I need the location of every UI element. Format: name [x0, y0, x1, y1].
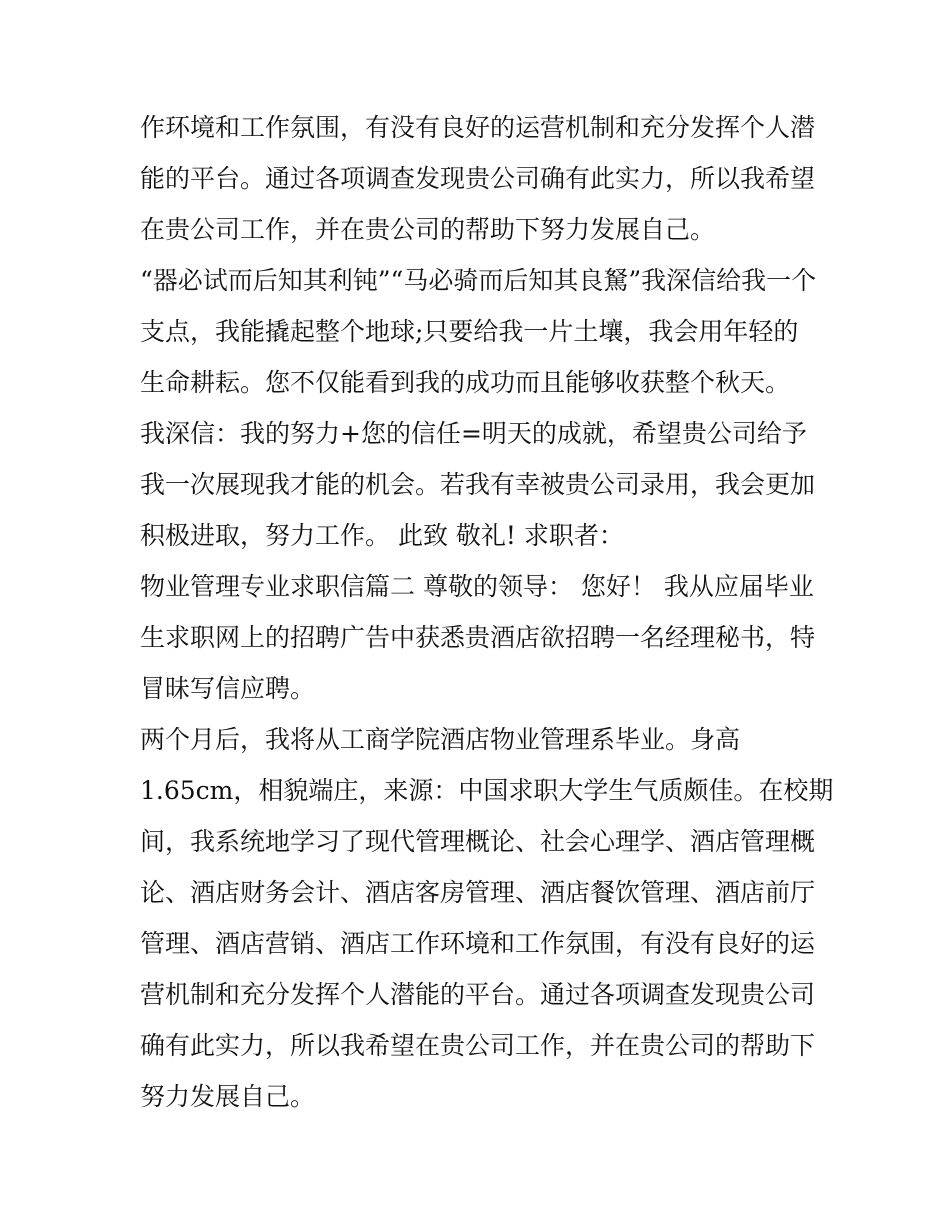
- text-line: 间，我系统地学习了现代管理概论、社会心理学、酒店管理概: [140, 827, 816, 856]
- text-line: 管理、酒店营销、酒店工作环境和工作氛围，有没有良好的运: [140, 929, 816, 958]
- text-line: 努力发展自己。: [140, 1082, 316, 1111]
- text-line: 生命耕耘。您不仅能看到我的成功而且能够收获整个秋天。: [140, 368, 791, 397]
- text-line: 1.65cm，相貌端庄，来源：中国求职大学生气质颇佳。在校期: [140, 776, 834, 805]
- text-line: 能的平台。通过各项调查发现贵公司确有此实力，所以我希望: [140, 164, 816, 193]
- text-line: 营机制和充分发挥个人潜能的平台。通过各项调查发现贵公司: [140, 980, 816, 1009]
- text-line: 物业管理专业求职信篇二 尊敬的领导： 您好！ 我从应届毕业: [140, 572, 814, 601]
- text-line: 作环境和工作氛围，有没有良好的运营机制和充分发挥个人潜: [140, 113, 816, 142]
- text-line: 积极进取，努力工作。 此致 敬礼! 求职者：: [140, 521, 624, 550]
- text-line: “器必试而后知其利钝”“马必骑而后知其良駑”我深信给我一个: [140, 266, 817, 295]
- text-line: 生求职网上的招聘广告中获悉贵酒店欲招聘一名经理秘书，特: [140, 623, 816, 652]
- text-line: 支点，我能撬起整个地球;只要给我一片土壤，我会用年轻的: [140, 317, 799, 346]
- text-line: 冒昧写信应聘。: [140, 674, 316, 703]
- document-body: [140, 102, 834, 1122]
- text-line: 论、酒店财务会计、酒店客房管理、酒店餐饮管理、酒店前厅: [140, 878, 816, 907]
- text-line: 我一次展现我才能的机会。若我有幸被贵公司录用，我会更加: [140, 470, 816, 499]
- text-line: 在贵公司工作，并在贵公司的帮助下努力发展自己。: [140, 215, 716, 244]
- text-line: 我深信：我的努力+您的信任=明天的成就，希望贵公司给予: [140, 419, 807, 448]
- text-line: 确有此实力，所以我希望在贵公司工作，并在贵公司的帮助下: [140, 1031, 816, 1060]
- text-line: 两个月后，我将从工商学院酒店物业管理系毕业。身高: [140, 725, 741, 754]
